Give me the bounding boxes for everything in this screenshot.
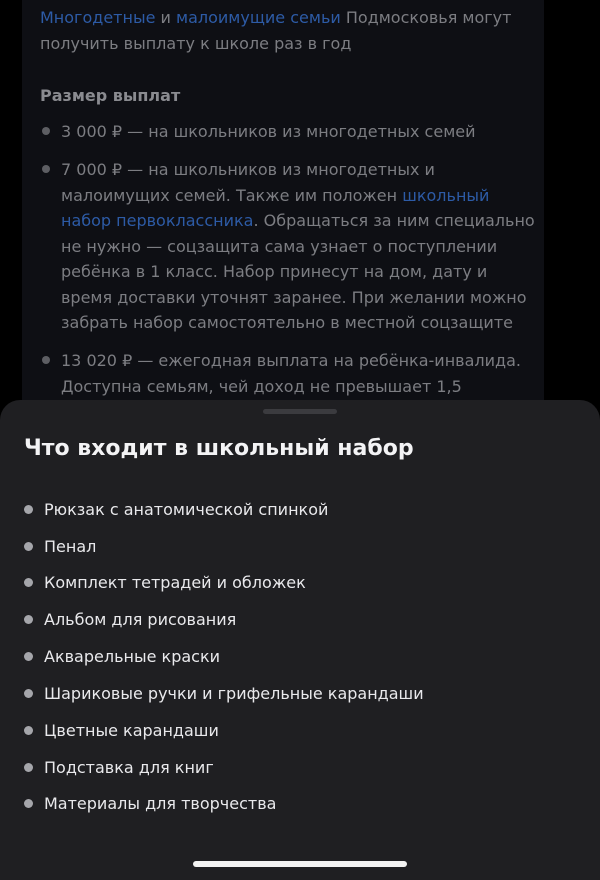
sheet-grabber[interactable]	[263, 409, 337, 414]
bullet-icon	[24, 615, 33, 624]
article-intro	[40, 5, 535, 56]
section-title: Размер выплат	[40, 86, 181, 105]
link-first-grader-kit[interactable]: школьный набор первоклассника	[61, 185, 490, 230]
payment-text-end: . Обращаться за ним специально не нужно — соцзащита сама узнает о поступлении ребёнка в 1 класс. Набор принесут на дом, дату и время доставки уточнят заранее. При желании можно забрать набор самостоятельно в местной соцзащите	[61, 211, 535, 332]
link-large-families[interactable]: Многодетные	[40, 8, 156, 27]
bullet-icon	[42, 127, 50, 135]
payment-item	[40, 157, 535, 336]
kit-item	[24, 715, 219, 745]
payment-text	[40, 157, 535, 336]
payment-item	[40, 119, 535, 145]
link-low-income-families[interactable]: малоимущие семьи	[176, 8, 341, 27]
sheet-title: Что входит в школьный набор	[24, 436, 414, 461]
payment-text: 13 020 ₽ — ежегодная выплата на ребёнка-инвалида. Доступна семьям, чей доход не превышает 1,5	[61, 351, 521, 396]
school-kit-sheet	[0, 400, 600, 880]
bullet-icon	[24, 799, 33, 808]
bullet-icon	[24, 542, 33, 551]
bullet-icon	[42, 356, 50, 364]
kit-item	[24, 752, 214, 782]
bullet-icon	[24, 726, 33, 735]
kit-item-label: Комплект тетрадей и обложек	[44, 572, 306, 592]
bullet-icon	[24, 505, 33, 514]
bullet-icon	[24, 689, 33, 698]
kit-item	[24, 531, 96, 561]
kit-item-label: Шариковые ручки и грифельные карандаши	[44, 683, 424, 703]
payment-text-start: 7 000 ₽ — на школьников из многодетных и малоимущих семей. Также им положен	[61, 160, 435, 205]
kit-item	[24, 604, 236, 634]
kit-item	[24, 641, 220, 671]
bullet-icon	[24, 652, 33, 661]
kit-item-label: Акварельные краски	[44, 646, 221, 666]
kit-item	[24, 678, 424, 708]
payment-item	[40, 348, 535, 399]
kit-item	[24, 788, 276, 818]
intro-conjunction: и	[155, 8, 176, 27]
kit-item	[24, 494, 328, 524]
kit-item-label: Рюкзак с анатомической спинкой	[44, 499, 329, 519]
kit-item	[24, 567, 306, 597]
bullet-icon	[42, 165, 50, 173]
intro-text: Подмосковья могут получить выплату к школе раз в год	[40, 8, 512, 53]
home-indicator[interactable]	[193, 861, 407, 867]
bullet-icon	[24, 763, 33, 772]
kit-item-label: Пенал	[44, 536, 97, 556]
kit-item-label: Подставка для книг	[44, 757, 214, 777]
kit-item-label: Материалы для творчества	[44, 793, 277, 813]
payment-text: 3 000 ₽ — на школьников из многодетных семей	[61, 122, 476, 141]
bullet-icon	[24, 578, 33, 587]
kit-item-label: Альбом для рисования	[44, 609, 237, 629]
kit-item-label: Цветные карандаши	[44, 720, 219, 740]
